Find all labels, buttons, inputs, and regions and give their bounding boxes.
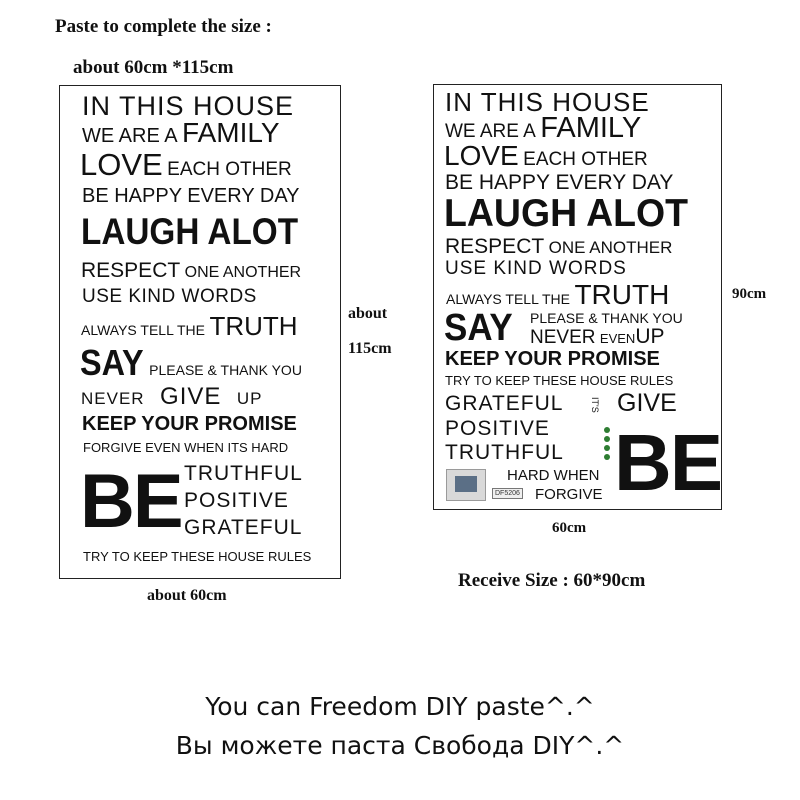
paste-size: about 60cm *115cm [73, 57, 234, 78]
poster-line: NEVER GIVE UP [81, 383, 263, 410]
product-code-badge: DF5206 [492, 488, 523, 499]
poster-line: KEEP YOUR PROMISE [82, 413, 297, 435]
poster-line: BE HAPPY EVERY DAY [445, 171, 674, 194]
left-width-label: about 60cm [147, 587, 227, 604]
poster-line: TRUTHFUL [445, 441, 564, 464]
poster-be: BE [614, 418, 722, 507]
poster-line: GRATEFUL [445, 392, 564, 415]
poster-line: IN THIS HOUSE [82, 91, 295, 121]
poster-line: LOVE EACH OTHER [80, 147, 292, 182]
poster-line: HARD WHEN [507, 467, 600, 484]
poster-line: BE HAPPY EVERY DAY [82, 185, 300, 207]
footer-line-russian: Вы можете паста Свобода DIY^.^ [175, 731, 625, 760]
poster-line: USE KIND WORDS [82, 286, 257, 307]
right-height-label: 90cm [732, 286, 767, 302]
right-poster [433, 84, 722, 510]
poster-line: WE ARE A FAMILY [82, 117, 280, 148]
left-height-label-bottom: 115cm [348, 340, 392, 357]
poster-line: LAUGH ALOT [444, 192, 689, 235]
poster-line: KEEP YOUR PROMISE [445, 348, 660, 370]
product-thumbnail [446, 469, 486, 501]
poster-line: TRUTHFUL [184, 462, 303, 485]
poster-be: BE [80, 459, 182, 544]
poster-line: LAUGH ALOT [81, 211, 299, 252]
footer-line-english: You can Freedom DIY paste^.^ [205, 692, 595, 721]
poster-line: FORGIVE [535, 486, 603, 503]
poster-line: USE KIND WORDS [445, 258, 627, 279]
poster-line: WE ARE A FAMILY [445, 112, 642, 144]
poster-line: FORGIVE EVEN WHEN ITS HARD [83, 440, 289, 455]
paste-title: Paste to complete the size : [55, 16, 272, 37]
poster-line: RESPECT ONE ANOTHER [445, 235, 673, 258]
right-width-label: 60cm [552, 520, 587, 536]
poster-line: POSITIVE [184, 489, 289, 512]
poster-line: LOVE EACH OTHER [444, 140, 648, 171]
poster-line: GRATEFUL [184, 516, 303, 539]
poster-line: PLEASE & THANK YOU [530, 310, 683, 326]
poster-line: POSITIVE [445, 417, 550, 440]
poster-line: IT'S [590, 397, 600, 413]
poster-line: ALWAYS TELL THE TRUTH [81, 311, 298, 341]
poster-line: IN THIS HOUSE [445, 87, 650, 117]
left-poster [59, 85, 341, 579]
poster-line: GIVE [617, 389, 677, 417]
poster-line: SAY [444, 307, 513, 349]
poster-line: ALWAYS TELL THE TRUTH [446, 279, 670, 310]
leaf-decoration [602, 427, 612, 467]
poster-line: TRY TO KEEP THESE HOUSE RULES [445, 373, 674, 388]
poster-line: SAY PLEASE & THANK YOU [80, 342, 302, 383]
poster-line: TRY TO KEEP THESE HOUSE RULES [83, 549, 312, 564]
poster-line: RESPECT ONE ANOTHER [81, 259, 302, 282]
poster-line: NEVER EVENUP [530, 325, 665, 348]
receive-size-label: Receive Size : 60*90cm [458, 570, 646, 591]
left-height-label-top: about [348, 305, 388, 322]
